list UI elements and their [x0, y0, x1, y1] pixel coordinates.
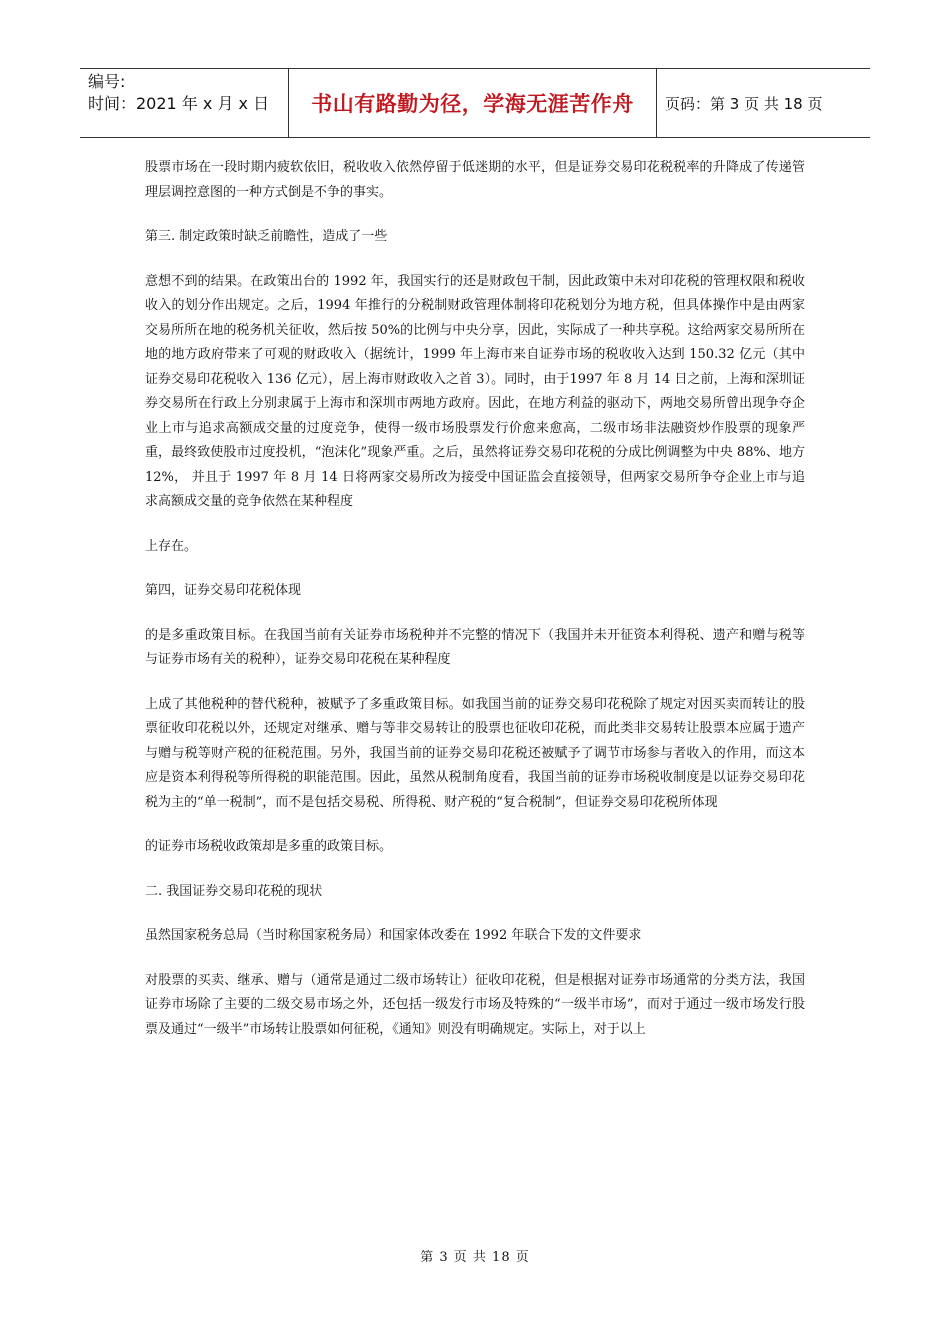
section-heading: 二. 我国证券交易印花税的现状: [145, 883, 323, 899]
paragraph: 虽然国家税务总局（当时称国家税务局）和国家体改委在 1992 年联合下发的文件要求: [145, 928, 642, 943]
paragraph: 的是多重政策目标。在我国当前有关证券市场税种并不完整的情况下（我国并未开征资本利得税、遗产和赠与税等与证券市场有关的税种），证券交易印花税在某种程度: [145, 627, 805, 667]
page-header: [80, 68, 870, 138]
header-motto: 书山有路勤为径，学海无涯苦作舟: [288, 69, 657, 137]
page-footer: 第 3 页 共 18 页: [420, 1250, 530, 1265]
paragraph: 对股票的买卖、继承、赠与（通常是通过二级市场转让）征收印花税，但是根据对证券市场通常的分类方法，我国证券市场除了主要的二级交易市场之外，还包括一级发行市场及特殊的“一级半市场”，而对于通过一级市场发行股票及通过“一级半”市场转让股票如何征税，《通知》则没有明确规定。实际上，对于以上: [145, 972, 805, 1037]
document-time-label: 时间：2021 年 x 月 x 日: [88, 94, 270, 113]
document-number-label: 编号:: [88, 72, 126, 91]
document-body: [145, 156, 805, 1062]
header-page-info: 页码：第 3 页 共 18 页: [665, 94, 823, 113]
paragraph: 意想不到的结果。在政策出台的 1992 年，我国实行的还是财政包干制，因此政策中未对印花税的管理权限和税收收入的划分作出规定。之后，1994 年推行的分税制财政管理体制将印花税划分为地方税，但具体操作中是由两家交易所所在地的税务机关征收，然后按 50%的比例与中央分享，因此，实际成了一种共享税。这给两家交易所所在地的地方政府带来了可观的财政收入（据统计，1999 年上海市来自证券市场的税收收入达到 150.32 亿元（其中证券交易印花税收入 136 亿元），居上海市财政收入之首 3）。同时，由于1997 年 8 月 14 日之前，上海和深圳证券交易所在行政上分别隶属于上海市和深圳市两地方政府。因此，在地方利益的驱动下，两地交易所曾出现争夺企业上市与追求高额成交量的过度竞争，使得一级市场股票发行价愈来愈高，二级市场非法融资炒作股票的现象严重，最终致使股市过度投机，“泡沫化”现象严重。之后，虽然将证券交易印花税的分成比例调整为中央 88%、地方 12%， 并且于 1997 年 8 月 14 日将两家交易所改为接受中国证监会直接领导，但两家交易所争夺企业上市与追求高额成交量的竞争依然在某种程度: [145, 273, 805, 509]
section-heading: 第四，证券交易印花税体现: [145, 583, 302, 598]
paragraph: 上存在。: [145, 538, 198, 554]
paragraph: 股票市场在一段时期内疲软依旧，税收收入依然停留于低迷期的水平，但是证券交易印花税税率的升降成了传递管理层调控意图的一种方式倒是不争的事实。: [145, 160, 805, 200]
paragraph: 的证券市场税收政策却是多重的政策目标。: [145, 839, 393, 854]
paragraph: 上成了其他税种的替代税种，被赋予了多重政策目标。如我国当前的证券交易印花税除了规定对因买卖而转让的股票征收印花税以外，还规定对继承、赠与等非交易转让的股票也征收印花税，而此类非交易转让股票本应属于遗产与赠与税等财产税的征税范围。另外，我国当前的证券交易印花税还被赋予了调节市场参与者收入的作用，而这本应是资本利得税等所得税的职能范围。因此，虽然从税制角度看，我国当前的证券市场税收制度是以证券交易印花税为主的“单一税制”，而不是包括交易税、所得税、财产税的“复合税制”，但证券交易印花税所体现: [145, 696, 805, 810]
header-meta: [80, 69, 288, 137]
section-heading: 第三. 制定政策时缺乏前瞻性，造成了一些: [145, 229, 388, 244]
